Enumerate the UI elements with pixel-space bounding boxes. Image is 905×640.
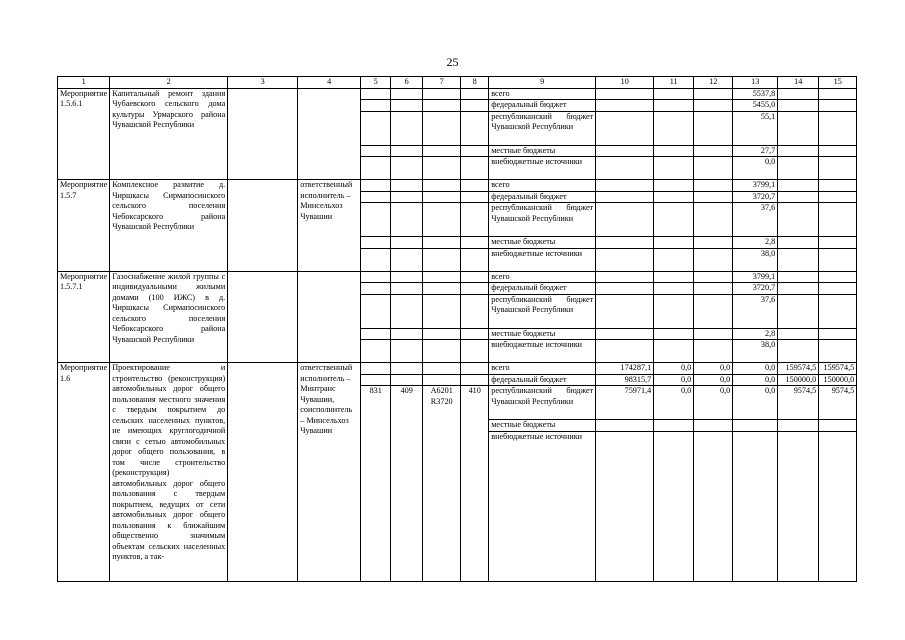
empty-cell	[228, 363, 298, 582]
measure-id: Мероприятие 1.5.6.1	[58, 88, 110, 180]
funding-source: республиканский бюджет Чувашской Республики	[489, 203, 596, 237]
budget-code	[461, 237, 489, 249]
amount-cell	[819, 248, 857, 271]
amount-cell	[654, 431, 694, 581]
amount-cell	[694, 111, 733, 145]
column-header: 6	[391, 77, 423, 89]
funding-source: местные бюджеты	[489, 420, 596, 432]
empty-cell	[361, 374, 391, 386]
amount-cell	[778, 203, 819, 237]
budget-code	[423, 157, 461, 180]
budget-code	[361, 248, 391, 271]
budget-code	[361, 203, 391, 237]
measure-id: Мероприятие 1.5.7	[58, 180, 110, 272]
amount-cell	[819, 111, 857, 145]
empty-cell	[391, 363, 423, 375]
amount-cell	[654, 145, 694, 157]
budget-code	[361, 294, 391, 328]
amount-cell	[654, 180, 694, 192]
executor: ответственный исполнитель – Минтранс Чувашии, соисполнитель – Минсельхоз Чувашии	[298, 363, 361, 582]
amount-cell: 2,8	[733, 328, 778, 340]
budget-code	[391, 248, 423, 271]
amount-cell: 3799,1	[733, 180, 778, 192]
budget-code	[391, 271, 423, 283]
amount-cell: 75971,4	[596, 386, 654, 420]
amount-cell	[778, 191, 819, 203]
amount-cell	[819, 420, 857, 432]
amount-cell	[778, 283, 819, 295]
amount-cell	[596, 180, 654, 192]
amount-cell	[654, 283, 694, 295]
table-row	[58, 88, 857, 100]
budget-code	[391, 340, 423, 363]
amount-cell	[654, 203, 694, 237]
column-header: 9	[489, 77, 596, 89]
amount-cell	[694, 294, 733, 328]
budget-code	[461, 340, 489, 363]
amount-cell	[819, 283, 857, 295]
funding-source: всего	[489, 363, 596, 375]
empty-cell	[461, 363, 489, 375]
amount-cell	[733, 420, 778, 432]
amount-cell	[778, 328, 819, 340]
column-header: 4	[298, 77, 361, 89]
budget-code	[423, 328, 461, 340]
amount-cell	[596, 248, 654, 271]
amount-cell	[694, 88, 733, 100]
amount-cell	[654, 340, 694, 363]
table-row	[58, 271, 857, 283]
budget-code: А6201 R3720	[423, 386, 461, 582]
amount-cell: 0,0	[694, 363, 733, 375]
amount-cell	[819, 100, 857, 112]
amount-cell	[596, 100, 654, 112]
budget-code	[391, 237, 423, 249]
amount-cell: 0,0	[694, 386, 733, 420]
measure-name: Газоснабжение жилой группы с индивидуальными жилыми домами (100 ИЖС) в д. Чиршкасы Сирмапосинского сельского поселения Чебоксарского района Чувашской Республики	[110, 271, 228, 363]
amount-cell: 159574,5	[778, 363, 819, 375]
amount-cell	[596, 420, 654, 432]
budget-code	[361, 283, 391, 295]
amount-cell	[778, 237, 819, 249]
amount-cell	[596, 145, 654, 157]
budget-code	[361, 145, 391, 157]
measure-name: Проектирование и строительство (реконструкция) автомобильных дорог общего пользования местного значения с твердым покрытием до сельских населенных пунктов, не имеющих круглогодичной связи с сетью автомобильных дорог общего пользования, в том числе строительство (реконструкция) автомобильных дорог общего пользования с твердым покрытием, ведущих от сети автомобильных дорог общего пользования к ближайшим общественно значимым объектам сельских населенных пунктов, а так-	[110, 363, 228, 582]
empty-cell	[461, 374, 489, 386]
budget-code	[423, 191, 461, 203]
amount-cell: 150000,0	[778, 374, 819, 386]
amount-cell: 0,0	[733, 386, 778, 420]
amount-cell	[694, 328, 733, 340]
budget-code	[361, 271, 391, 283]
budget-code	[461, 328, 489, 340]
amount-cell	[778, 180, 819, 192]
budget-code	[391, 180, 423, 192]
budget-code	[461, 100, 489, 112]
amount-cell	[778, 340, 819, 363]
amount-cell	[819, 340, 857, 363]
budget-code	[391, 203, 423, 237]
budget-code	[391, 157, 423, 180]
amount-cell: 37,6	[733, 203, 778, 237]
empty-cell	[228, 180, 298, 272]
empty-cell	[228, 271, 298, 363]
budget-code	[423, 203, 461, 237]
empty-cell	[423, 363, 461, 375]
budget-code	[391, 100, 423, 112]
budget-code	[391, 328, 423, 340]
amount-cell	[694, 203, 733, 237]
executor	[298, 271, 361, 363]
budget-code	[423, 180, 461, 192]
amount-cell	[596, 111, 654, 145]
budget-code	[361, 340, 391, 363]
amount-cell: 3799,1	[733, 271, 778, 283]
column-header: 15	[819, 77, 857, 89]
amount-cell	[596, 203, 654, 237]
budget-code	[423, 145, 461, 157]
amount-cell: 2,8	[733, 237, 778, 249]
amount-cell: 0,0	[733, 157, 778, 180]
column-header: 11	[654, 77, 694, 89]
empty-cell	[228, 88, 298, 180]
amount-cell	[778, 294, 819, 328]
budget-code: 409	[391, 386, 423, 582]
amount-cell	[778, 88, 819, 100]
budget-code	[361, 180, 391, 192]
amount-cell: 150000,0	[819, 374, 857, 386]
amount-cell	[654, 111, 694, 145]
amount-cell: 0,0	[654, 386, 694, 420]
budget-code	[423, 271, 461, 283]
header-row	[58, 77, 857, 89]
amount-cell	[694, 271, 733, 283]
budget-code	[361, 237, 391, 249]
amount-cell	[819, 203, 857, 237]
amount-cell	[778, 271, 819, 283]
column-header: 8	[461, 77, 489, 89]
amount-cell: 27,7	[733, 145, 778, 157]
amount-cell: 9574,5	[819, 386, 857, 420]
amount-cell: 37,6	[733, 294, 778, 328]
budget-code	[461, 283, 489, 295]
amount-cell	[694, 340, 733, 363]
amount-cell	[654, 237, 694, 249]
amount-cell	[654, 271, 694, 283]
funding-source: всего	[489, 88, 596, 100]
amount-cell: 0,0	[654, 363, 694, 375]
amount-cell	[694, 283, 733, 295]
amount-cell: 0,0	[733, 374, 778, 386]
empty-cell	[391, 374, 423, 386]
funding-source: республиканский бюджет Чувашской Республики	[489, 294, 596, 328]
amount-cell: 174287,1	[596, 363, 654, 375]
budget-code	[423, 88, 461, 100]
amount-cell	[778, 248, 819, 271]
measure-name: Комплексное развитие д. Чиршкасы Сирмапосинского сельского поселения Чебоксарского района Чувашской Республики	[110, 180, 228, 272]
budget-code	[391, 283, 423, 295]
amount-cell	[654, 294, 694, 328]
funding-source: внебюджетные источники	[489, 340, 596, 363]
column-header: 5	[361, 77, 391, 89]
amount-cell	[778, 420, 819, 432]
amount-cell: 98315,7	[596, 374, 654, 386]
executor	[298, 88, 361, 180]
amount-cell	[694, 100, 733, 112]
budget-code	[461, 203, 489, 237]
amount-cell	[819, 328, 857, 340]
amount-cell	[596, 271, 654, 283]
budget-code	[391, 191, 423, 203]
amount-cell	[694, 145, 733, 157]
budget-code	[461, 271, 489, 283]
budget-code	[423, 294, 461, 328]
amount-cell	[694, 191, 733, 203]
executor: ответственный исполнитель – Минсельхоз Чувашии	[298, 180, 361, 272]
amount-cell: 5455,0	[733, 100, 778, 112]
budget-code	[461, 294, 489, 328]
budget-code	[461, 248, 489, 271]
amount-cell	[654, 248, 694, 271]
amount-cell	[694, 420, 733, 432]
amount-cell	[733, 431, 778, 581]
budget-code	[361, 328, 391, 340]
amount-cell: 0,0	[654, 374, 694, 386]
column-header: 3	[228, 77, 298, 89]
budget-code	[461, 111, 489, 145]
budget-code	[361, 100, 391, 112]
amount-cell	[654, 328, 694, 340]
column-header: 2	[110, 77, 228, 89]
table-row	[58, 180, 857, 192]
budget-code	[361, 111, 391, 145]
amount-cell	[596, 191, 654, 203]
budget-code: 410	[461, 386, 489, 582]
budget-code	[391, 88, 423, 100]
amount-cell	[694, 431, 733, 581]
amount-cell: 38,0	[733, 340, 778, 363]
measure-id: Мероприятие 1.6	[58, 363, 110, 582]
funding-source: федеральный бюджет	[489, 191, 596, 203]
empty-cell	[361, 363, 391, 375]
amount-cell	[819, 294, 857, 328]
funding-source: местные бюджеты	[489, 145, 596, 157]
funding-source: всего	[489, 271, 596, 283]
amount-cell: 0,0	[694, 374, 733, 386]
funding-source: внебюджетные источники	[489, 248, 596, 271]
amount-cell	[819, 191, 857, 203]
funding-source: местные бюджеты	[489, 237, 596, 249]
amount-cell	[819, 145, 857, 157]
column-header: 13	[733, 77, 778, 89]
budget-code	[461, 145, 489, 157]
amount-cell	[694, 237, 733, 249]
funding-source: внебюджетные источники	[489, 157, 596, 180]
amount-cell: 55,1	[733, 111, 778, 145]
budget-code	[423, 340, 461, 363]
amount-cell	[654, 88, 694, 100]
amount-cell	[778, 100, 819, 112]
amount-cell: 5537,8	[733, 88, 778, 100]
measure-id: Мероприятие 1.5.7.1	[58, 271, 110, 363]
budget-code	[461, 180, 489, 192]
amount-cell: 3720,7	[733, 283, 778, 295]
table-row	[58, 363, 857, 375]
measure-name: Капитальный ремонт здания Чубаевского сельского дома культуры Урмарского района Чувашской Республики	[110, 88, 228, 180]
column-header: 14	[778, 77, 819, 89]
amount-cell	[654, 191, 694, 203]
page-number: 25	[446, 55, 459, 69]
budget-code	[391, 294, 423, 328]
empty-cell	[423, 374, 461, 386]
amount-cell	[654, 157, 694, 180]
budget-code	[391, 145, 423, 157]
amount-cell	[596, 237, 654, 249]
amount-cell	[596, 283, 654, 295]
amount-cell	[596, 340, 654, 363]
amount-cell: 3720,7	[733, 191, 778, 203]
amount-cell	[819, 271, 857, 283]
column-header: 12	[694, 77, 733, 89]
budget-code: 831	[361, 386, 391, 582]
budget-code	[461, 191, 489, 203]
program-table	[57, 76, 857, 582]
amount-cell	[596, 328, 654, 340]
amount-cell	[596, 294, 654, 328]
budget-code	[361, 88, 391, 100]
amount-cell	[819, 237, 857, 249]
amount-cell	[596, 88, 654, 100]
budget-code	[361, 191, 391, 203]
amount-cell	[819, 157, 857, 180]
budget-code	[423, 283, 461, 295]
budget-code	[391, 111, 423, 145]
amount-cell: 9574,5	[778, 386, 819, 420]
amount-cell: 0,0	[733, 363, 778, 375]
funding-source: местные бюджеты	[489, 328, 596, 340]
budget-code	[361, 157, 391, 180]
amount-cell	[778, 431, 819, 581]
funding-source: федеральный бюджет	[489, 100, 596, 112]
amount-cell	[778, 145, 819, 157]
budget-code	[423, 237, 461, 249]
amount-cell	[819, 180, 857, 192]
amount-cell	[694, 180, 733, 192]
column-header: 1	[58, 77, 110, 89]
amount-cell	[694, 248, 733, 271]
amount-cell	[694, 157, 733, 180]
funding-source: республиканский бюджет Чувашской Республики	[489, 111, 596, 145]
budget-code	[461, 157, 489, 180]
funding-source: республиканский бюджет Чувашской Республики	[489, 386, 596, 420]
amount-cell	[654, 420, 694, 432]
amount-cell	[596, 431, 654, 581]
amount-cell: 159574,5	[819, 363, 857, 375]
amount-cell: 38,0	[733, 248, 778, 271]
amount-cell	[778, 157, 819, 180]
amount-cell	[654, 100, 694, 112]
amount-cell	[819, 431, 857, 581]
funding-source: всего	[489, 180, 596, 192]
funding-source: внебюджетные источники	[489, 431, 596, 581]
column-header: 10	[596, 77, 654, 89]
budget-code	[423, 100, 461, 112]
amount-cell	[778, 111, 819, 145]
funding-source: федеральный бюджет	[489, 374, 596, 386]
budget-code	[423, 248, 461, 271]
budget-code	[423, 111, 461, 145]
funding-source: федеральный бюджет	[489, 283, 596, 295]
amount-cell	[596, 157, 654, 180]
amount-cell	[819, 88, 857, 100]
budget-code	[461, 88, 489, 100]
column-header: 7	[423, 77, 461, 89]
